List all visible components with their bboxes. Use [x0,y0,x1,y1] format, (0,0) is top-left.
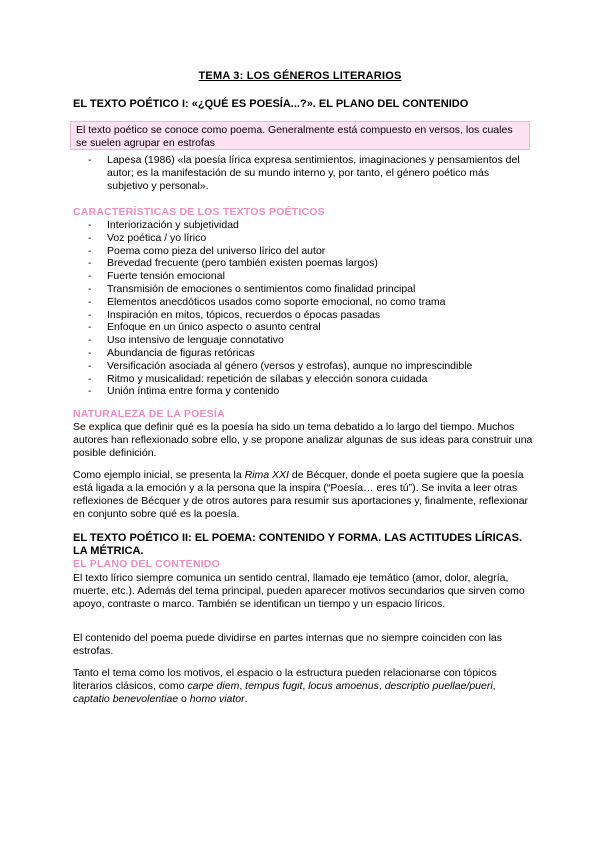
text-run: , [302,680,309,692]
text-run: o [178,693,190,705]
list-item: - Poema como pieza del universo lírico del autor [80,245,530,258]
list-item: - Elementos anecdóticos usados como soporte emocional, no como trama [80,296,530,309]
list-item: - Brevedad frecuente (pero también existen poemas largos) [80,257,530,270]
list-item: - Lapesa (1986) «la poesía lírica expresa sentimientos, imaginaciones y pensamientos del autor; es la manifestación de su mundo interno y, por tanto, el género poético más subjetivo y personal». [80,154,530,192]
topic-term: locus amoenus [308,680,379,692]
text-run: Como ejemplo inicial, se presenta la [73,469,245,481]
text-run: , [239,680,246,692]
content-paragraph-1: El texto lírico siempre comunica un sentido central, llamado eje temático (amor, dolor, alegría, muerte, etc.). Además del tema principal, pueden aparecer motivos secundarios que sirven como apoyo, contraste o marco. También se identifican un tiempo y un espacio líricos. [73,572,525,610]
list-item: - Uso intensivo de lenguaje connotativo [80,334,530,347]
characteristics-heading: CARACTERÍSTICAS DE LOS TEXTOS POÉTICOS [73,206,325,218]
list-item: - Unión íntima entre forma y contenido [80,385,530,398]
text-run: . [244,693,248,705]
list-item: - Fuerte tensión emocional [80,270,530,283]
document-title: TEMA 3: LOS GÉNEROS LITERARIOS [198,70,402,82]
list-item: - Abundancia de figuras retóricas [80,347,530,360]
rima-title: Rima XXI [244,469,289,481]
list-item: - Ritmo y musicalidad: repetición de sílabas y elección sonora cuidada [80,373,530,386]
section1-heading: EL TEXTO POÉTICO I: «¿QUÉ ES POESÍA...?». EL PLANO DEL CONTENIDO [73,98,469,110]
list-item: - Voz poética / yo lírico [80,232,530,245]
quote-list [80,154,530,192]
list-item: - Interiorización y subjetividad [80,219,530,232]
text-run: de Bécquer, donde el poeta sugiere que la poesía está ligada a la emoción y a la persona que la inspira (“Poesía… eres tú”). Se invita a leer otras reflexiones de Bécquer y de otros autores para resumir sus aportaciones y, finalmente, reflexionar en conjunto sobre qué es la poesía. [73,469,529,520]
highlight-box: El texto poético se conoce como poema. Generalmente está compuesto en versos, los cuales se suelen agrupar en estrofas [70,121,530,150]
characteristics-list [80,219,530,398]
content-paragraph-3 [73,667,533,706]
text-run: , [378,680,385,692]
topic-term: homo viator [189,693,245,705]
text-run: Tanto el tema como los motivos, el espacio o la estructura pueden relacionarse con tópicos literarios clásicos, como [73,667,497,692]
list-item: - Transmisión de emociones o sentimientos como finalidad principal [80,283,530,296]
nature-paragraph-1: Se explica que definir qué es la poesía ha sido un tema debatido a lo largo del tiempo. Muchos autores han reflexionado sobre ello, y se propone analizar algunas de sus ideas para construir una posible definición. [73,421,533,459]
content-plane-heading: EL PLANO DEL CONTENIDO [73,558,220,570]
nature-paragraph-2 [73,469,533,521]
list-item: - Inspiración en mitos, tópicos, recuerdos o épocas pasadas [80,309,530,322]
section2-heading: EL TEXTO POÉTICO II: EL POEMA: CONTENIDO Y FORMA. LAS ACTITUDES LÍRICAS. LA MÉTRICA. [73,532,522,557]
topic-term: tempus fugit [245,680,303,692]
content-paragraph-2: El contenido del poema puede dividirse en partes internas que no siempre coinciden con las estrofas. [73,632,503,657]
list-item: - Enfoque en un único aspecto o asunto central [80,321,530,334]
topic-term: captatio benevolentiae [73,693,179,705]
nature-heading: NATURALEZA DE LA POESÍA [73,408,225,420]
text-run: , [492,680,496,692]
list-item: - Versificación asociada al género (versos y estrofas), aunque no imprescindible [80,360,530,373]
topic-term: descriptio puellae/pueri [384,680,493,692]
topic-term: carpe diem [187,680,240,692]
